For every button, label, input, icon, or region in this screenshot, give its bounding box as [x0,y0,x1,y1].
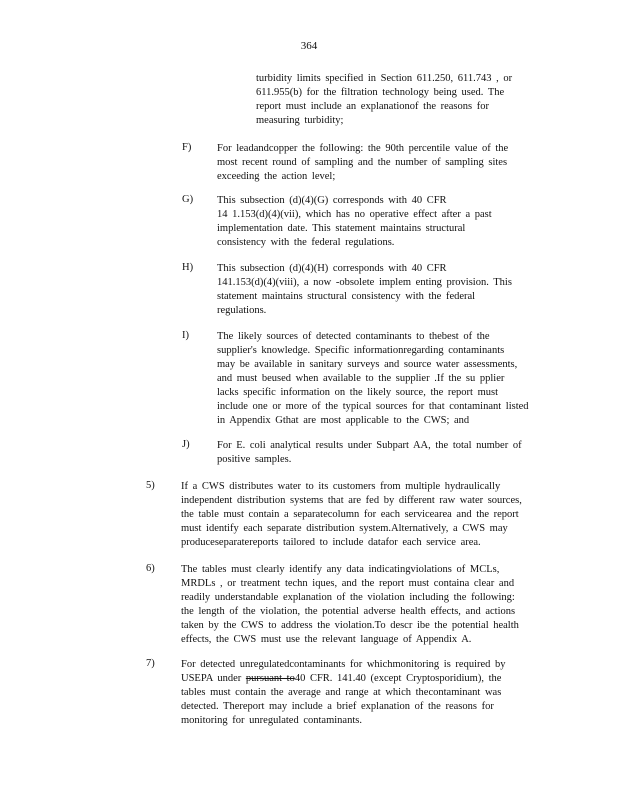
text-line: 611.955(b) for the filtration technology being used. The [256,87,505,98]
text-line: For detected unregulatedcontaminants for whichmonitoring is required by [181,659,506,670]
item-marker-7: 7) [146,658,155,669]
text-line: must identify each separate distribution system.Alternatively, a CWS may [181,523,508,534]
struck-text: pursuant to [245,673,295,684]
text-line: If a CWS distributes water to its customers from multiple hydraulically [181,481,501,492]
item-f-paragraph [217,142,537,184]
text-line: the table must contain a separatecolumn for each servicearea and the report [181,509,519,520]
text-line: independent distribution systems that are fed by different raw water sources, [181,495,522,506]
text-line: measuring turbidity; [256,115,344,126]
text-line: positive samples. [217,454,292,465]
text-line: most recent round of sampling and the number of sampling sites [217,157,508,168]
text-line: include one or more of the typical sources for that contaminant listed [217,401,529,412]
text-line: supplier's knowledge. Specific informationregarding contaminants [217,345,505,356]
text-line: This subsection (d)(4)(G) corresponds with 40 CFR [217,195,447,206]
text-line: statement maintains structural consistency with the federal [217,291,476,302]
line-text-after: 40 CFR. 141.40 (except Cryptosporidium), the [294,673,502,684]
item-g-paragraph [217,194,537,250]
text-line: consistency with the federal regulations. [217,237,395,248]
text-line: turbidity limits specified in Section 611.250, 611.743 , or [256,73,513,84]
page-number: 364 [300,40,318,52]
item-5-paragraph [181,480,545,550]
continuation-paragraph [256,72,526,128]
text-line: monitoring for unregulated contaminants. [181,715,362,726]
item-i-paragraph [217,330,547,428]
item-marker-h: H) [182,262,194,273]
text-line: 141.153(d)(4)(viii), a now -obsolete implem enting provision. This [217,277,512,288]
text-line: the length of the violation, the potential adverse health effects, and actions [181,606,516,617]
item-marker-6: 6) [146,563,155,574]
text-line: MRDLs , or treatment techn iques, and the report must containa clear and [181,578,515,589]
text-line: produceseparatereports tailored to include datafor each service area. [181,537,481,548]
text-line: The likely sources of detected contaminants to thebest of the [217,331,490,342]
text-line: lacks specific information on the likely source, the report must [217,387,499,398]
item-marker-f: F) [182,142,192,153]
item-marker-i: I) [182,330,189,341]
item-marker-5: 5) [146,480,155,491]
text-line: in Appendix Gthat are most applicable to the CWS; and [217,415,470,426]
text-line: This subsection (d)(4)(H) corresponds with 40 CFR [217,263,447,274]
item-h-paragraph [217,262,537,318]
text-line: regulations. [217,305,267,316]
item-7-paragraph [181,658,545,728]
text-line: effects, the CWS must use the relevant language of Appendix A. [181,634,472,645]
line-text-before: USEPA under [181,673,246,684]
item-marker-j: J) [182,439,190,450]
text-line: The tables must clearly identify any data indicatingviolations of MCLs, [181,564,500,575]
item-marker-g: G) [182,194,194,205]
text-line: For leadandcopper the following: the 90th percentile value of the [217,143,509,154]
text-line: may be available in sanitary surveys and source water assessments, [217,359,518,370]
text-line: implementation date. This statement maintains structural [217,223,466,234]
item-j-paragraph [217,439,547,467]
text-line: and must beused when available to the supplier .If the su pplier [217,373,505,384]
text-line: For E. coli analytical results under Subpart AA, the total number of [217,440,522,451]
text-line: readily understandable explanation of the violation including the following: [181,592,515,603]
text-line: taken by the CWS to address the violation.To descr ibe the potential health [181,620,519,631]
text-line-with-strikethrough [181,672,545,686]
text-line: exceeding the action level; [217,171,336,182]
text-line: report must include an explanationof the reasons for [256,101,489,112]
text-line: tables must contain the average and range at which thecontaminant was [181,687,502,698]
item-6-paragraph [181,563,545,647]
text-line: detected. Thereport may include a brief explanation of the reasons for [181,701,494,712]
text-line: 14 1.153(d)(4)(vii), which has no operative effect after a past [217,209,492,220]
